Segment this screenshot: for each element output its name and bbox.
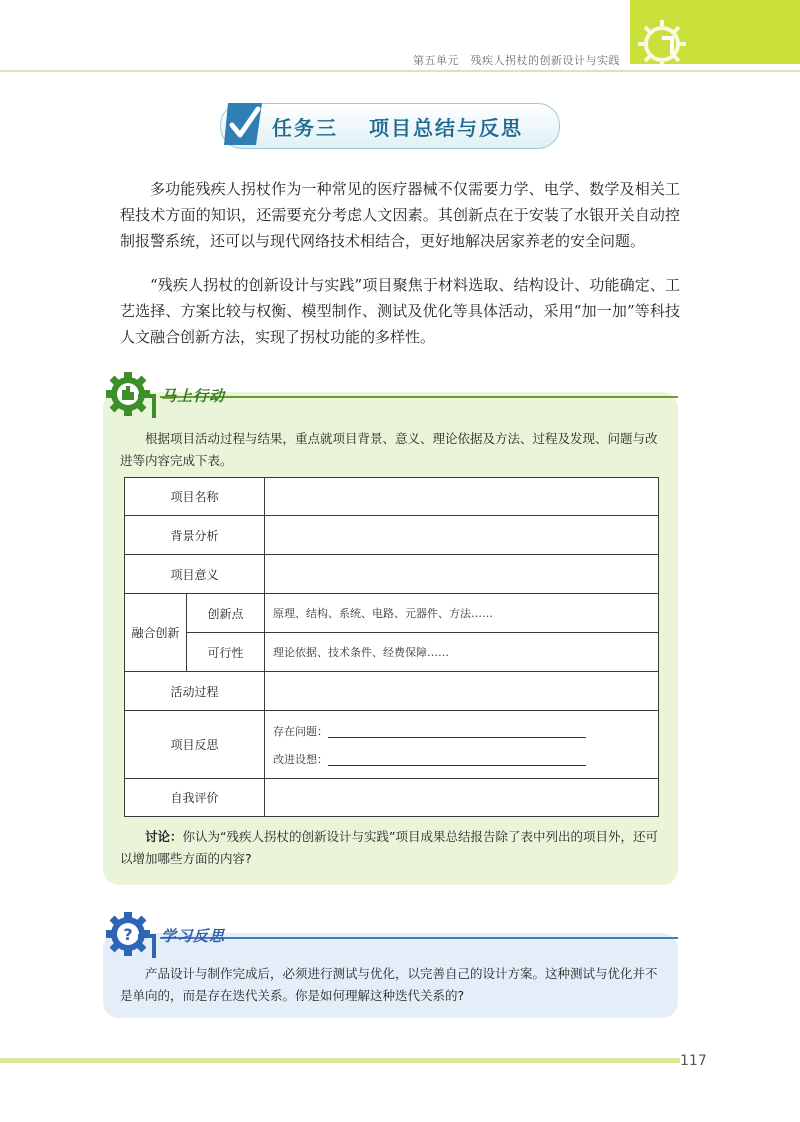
footer-divider	[0, 1058, 680, 1063]
table-row	[125, 779, 659, 817]
action-intro: 根据项目活动过程与结果，重点就项目背景、意义、理论依据及方法、过程及发现、问题与改进等内容完成下表。	[120, 431, 658, 468]
action-title: 马上行动	[161, 387, 226, 405]
reflect-text: 产品设计与制作完成后，必须进行测试与优化，以完善自己的设计方案。这种测试与优化并不是单向的，而是存在迭代关系。你是如何理解这种迭代关系的?	[120, 966, 658, 1003]
reflection-cell	[265, 711, 659, 779]
page-number: 117	[680, 1053, 707, 1069]
fusion-label: 融合创新	[125, 594, 187, 672]
process-cell[interactable]	[265, 672, 659, 711]
reflection-label: 项目反思	[125, 711, 265, 779]
problems-label: 存在问题：	[273, 724, 328, 738]
table-row	[125, 516, 659, 555]
intro-paragraph-2: “残疾人拐杖的创新设计与实践”项目聚焦于材料选取、结构设计、功能确定、工艺选择、方案比较与权衡、模型制作、测试及优化等具体活动，采用“加一加”等科技人文融合创新方法，实现了拐杖功能的多样性。	[120, 276, 680, 346]
hand-gear-icon	[104, 370, 162, 420]
problems-blank[interactable]	[328, 725, 586, 738]
background-cell[interactable]	[265, 516, 659, 555]
table-row	[125, 594, 659, 633]
intro-paragraph-1: 多功能残疾人拐杖作为一种常见的医疗器械不仅需要力学、电学、数学及相关工程技术方面的知识，还需要充分考虑人文因素。其创新点在于安装了水银开关自动控制报警系统，还可以与现代网络技术相结合，更好地解决居家养老的安全问题。	[120, 180, 680, 250]
discussion-text: 你认为“残疾人拐杖的创新设计与实践”项目成果总结报告除了表中列出的项目外，还可以增加哪些方面的内容?	[120, 829, 658, 866]
table-row	[125, 555, 659, 594]
improvements-blank[interactable]	[328, 753, 586, 766]
action-title-underline	[160, 396, 678, 398]
self-eval-label: 自我评价	[125, 779, 265, 817]
significance-cell[interactable]	[265, 555, 659, 594]
table-row	[125, 478, 659, 516]
header-divider	[0, 70, 800, 72]
unit-header: 第五单元 残疾人拐杖的创新设计与实践	[413, 54, 620, 67]
reflect-title: 学习反思	[161, 927, 226, 945]
discussion	[120, 826, 668, 870]
project-name-cell[interactable]	[265, 478, 659, 516]
feasibility-note: 理论依据、技术条件、经费保障……	[265, 633, 659, 672]
question-gear-icon	[104, 908, 162, 960]
project-name-label: 项目名称	[125, 478, 265, 516]
innovation-note: 原理、结构、系统、电路、元器件、方法……	[265, 594, 659, 633]
checkmark-icon	[222, 99, 268, 149]
improvements-label: 改进设想：	[273, 752, 328, 766]
innovation-label: 创新点	[187, 594, 265, 633]
table-row	[125, 711, 659, 779]
significance-label: 项目意义	[125, 555, 265, 594]
summary-table	[124, 477, 659, 817]
process-label: 活动过程	[125, 672, 265, 711]
reflect-title-underline	[160, 937, 678, 939]
self-eval-cell[interactable]	[265, 779, 659, 817]
gear-logo-icon	[632, 14, 692, 74]
table-row	[125, 633, 659, 672]
svg-text:?: ?	[123, 925, 133, 944]
table-row	[125, 672, 659, 711]
background-label: 背景分析	[125, 516, 265, 555]
task-title: 任务三 项目总结与反思	[272, 116, 523, 140]
discussion-label: 讨论：	[145, 829, 183, 844]
feasibility-label: 可行性	[187, 633, 265, 672]
